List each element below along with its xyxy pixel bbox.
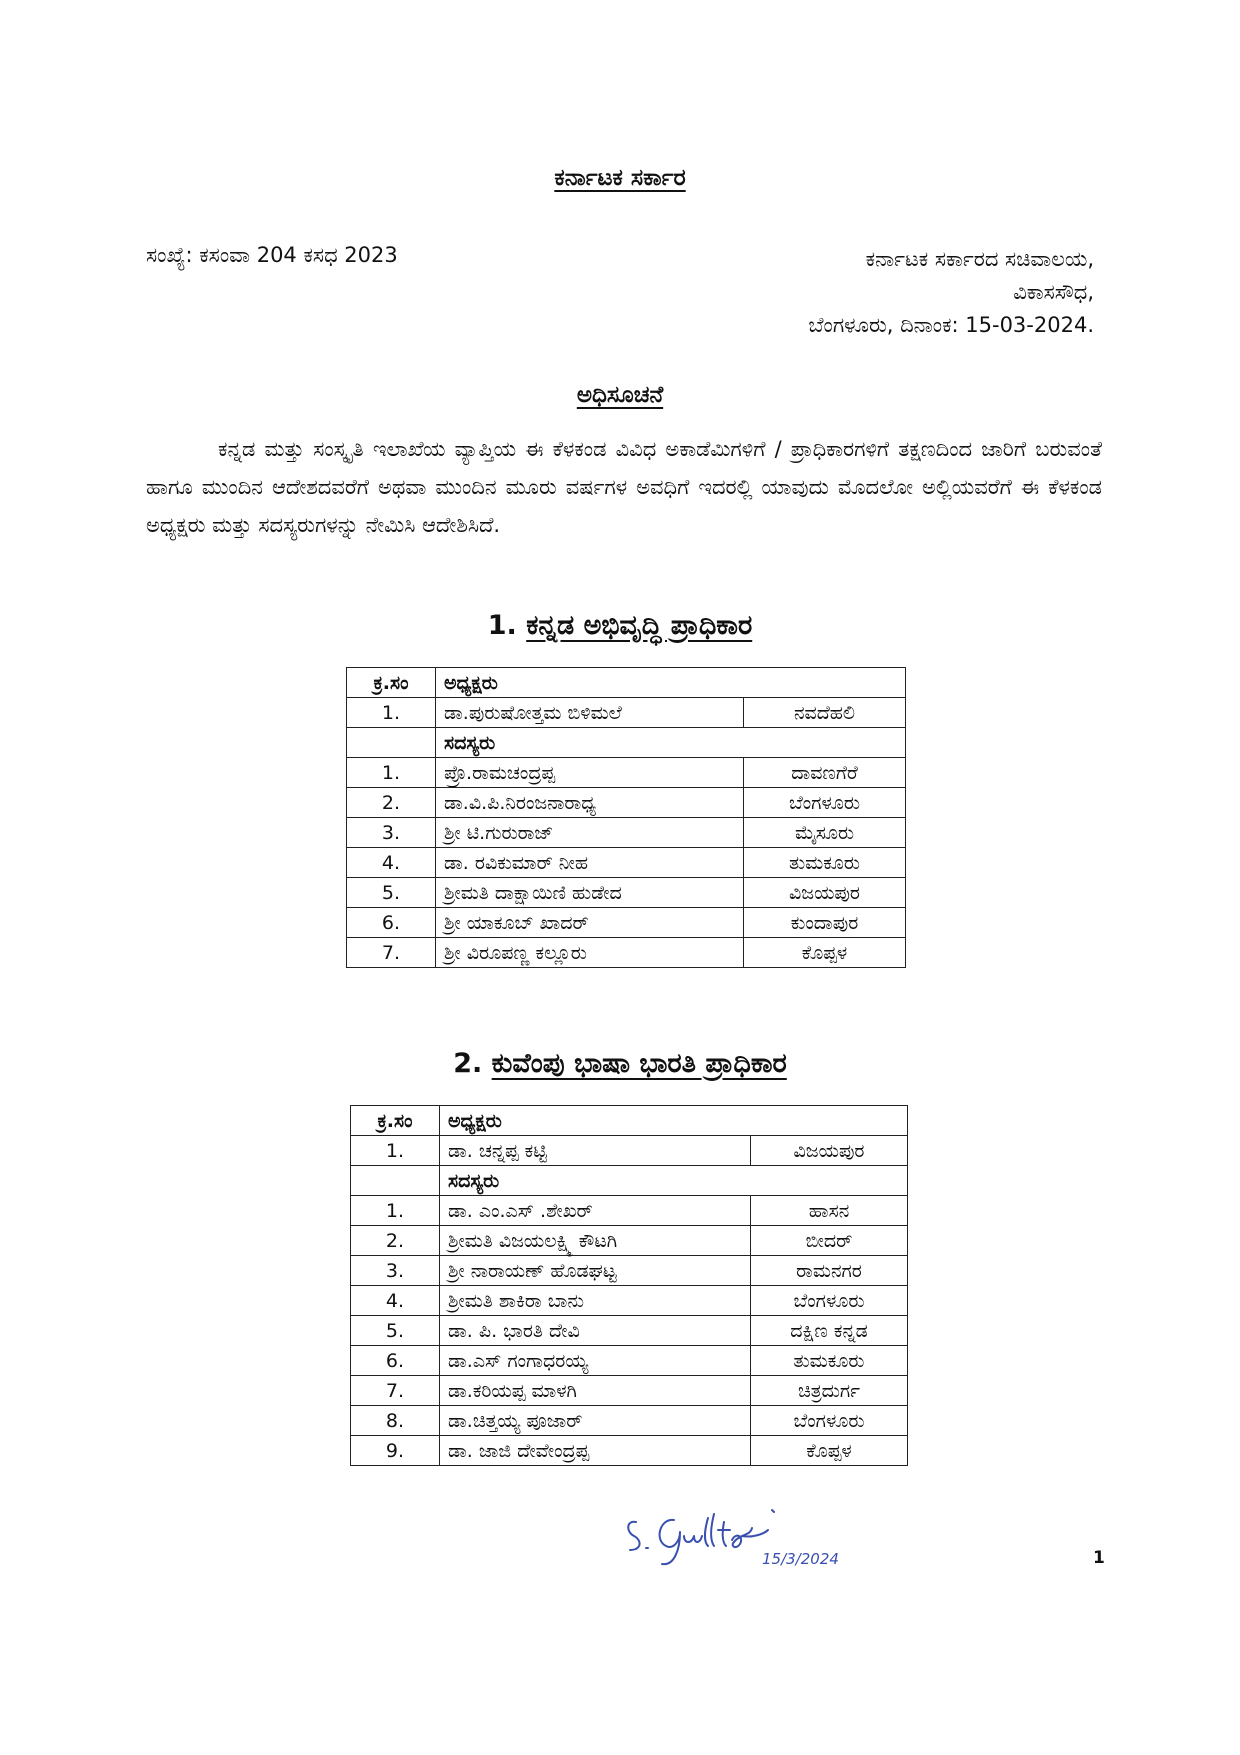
section-2-number: 2. xyxy=(453,1048,483,1079)
table-header-row xyxy=(351,1106,908,1136)
row-place: ತುಮಕೂರು xyxy=(751,1346,908,1376)
row-name: ಶ್ರೀ ನಾರಾಯಣ್ ಹೊಡಘಟ್ಟ xyxy=(440,1256,751,1286)
row-serial: 7. xyxy=(347,938,436,968)
row-place: ತುಮಕೂರು xyxy=(744,848,906,878)
row-serial: 6. xyxy=(347,908,436,938)
section-1-title: ಕನ್ನಡ ಅಭಿವೃದ್ಧಿ ಪ್ರಾಧಿಕಾರ xyxy=(526,610,753,641)
row-serial: 1. xyxy=(347,758,436,788)
address-line-3-date: ಬೆಂಗಳೂರು, ದಿನಾಂಕ: 15-03-2024. xyxy=(808,313,1094,337)
table-row xyxy=(351,1316,908,1346)
serial-header: ಕ್ರ.ಸಂ xyxy=(351,1106,440,1136)
row-name: ಶ್ರೀಮತಿ ದಾಕ್ಷಾಯಿಣಿ ಹುಡೇದ xyxy=(436,878,744,908)
row-name: ಶ್ರೀಮತಿ ಶಾಕಿರಾ ಬಾನು xyxy=(440,1286,751,1316)
table-header-row xyxy=(347,668,906,698)
row-serial: 7. xyxy=(351,1376,440,1406)
row-name: ಡಾ.ಕರಿಯಪ್ಪ ಮಾಳಗಿ xyxy=(440,1376,751,1406)
row-place: ಬೀದರ್ xyxy=(751,1226,908,1256)
row-name: ಡಾ.ವಿ.ಪಿ.ನಿರಂಜನಾರಾಧ್ಯ xyxy=(436,788,744,818)
row-name: ಡಾ. ಎಂ.ಎಸ್ .ಶೇಖರ್ xyxy=(440,1196,751,1226)
row-serial: 1. xyxy=(351,1136,440,1166)
row-place: ಕೊಪ್ಪಳ xyxy=(751,1436,908,1466)
table-row xyxy=(351,1436,908,1466)
row-name: ಡಾ. ಜಾಜಿ ದೇವೇಂದ್ರಪ್ಪ xyxy=(440,1436,751,1466)
section-1-number: 1. xyxy=(487,610,517,641)
row-serial: 1. xyxy=(347,698,436,728)
table-row xyxy=(351,1376,908,1406)
row-name: ಡಾ.ಎಸ್ ಗಂಗಾಧರಯ್ಯ xyxy=(440,1346,751,1376)
row-serial: 2. xyxy=(351,1226,440,1256)
row-serial: 3. xyxy=(347,818,436,848)
table-row xyxy=(351,1196,908,1226)
signature-date: 15/3/2024 xyxy=(762,1550,839,1568)
section-1-heading xyxy=(0,610,1240,642)
row-place: ರಾಮನಗರ xyxy=(751,1256,908,1286)
president-header: ಅಧ್ಯಕ್ಷರು xyxy=(436,668,906,698)
table-row xyxy=(347,788,906,818)
section-1-table xyxy=(346,667,906,968)
row-serial: 9. xyxy=(351,1436,440,1466)
section-2-table xyxy=(350,1105,908,1466)
table-row xyxy=(351,1226,908,1256)
row-serial: 8. xyxy=(351,1406,440,1436)
row-name: ಡಾ.ಪುರುಷೋತ್ತಮ ಬಿಳಿಮಲೆ xyxy=(436,698,744,728)
row-place: ನವದೆಹಲಿ xyxy=(744,698,906,728)
address-line-2: ವಿಕಾಸಸೌಧ, xyxy=(1013,280,1094,304)
president-row xyxy=(347,698,906,728)
page-number: 1 xyxy=(1093,1548,1105,1568)
row-place: ಬೆಂಗಳೂರು xyxy=(751,1406,908,1436)
row-place: ವಿಜಯಪುರ xyxy=(751,1136,908,1166)
row-name: ಶ್ರೀ ಯಾಕೂಬ್ ಖಾದರ್ xyxy=(436,908,744,938)
reference-number: ಸಂಖ್ಯೆ: ಕಸಂವಾ 204 ಕಸಧ 2023 xyxy=(146,243,398,267)
row-name: ಡಾ. ಪಿ. ಭಾರತಿ ದೇವಿ xyxy=(440,1316,751,1346)
row-place: ದಕ್ಷಿಣ ಕನ್ನಡ xyxy=(751,1316,908,1346)
table-row xyxy=(347,818,906,848)
table-row xyxy=(347,938,906,968)
government-title: ಕರ್ನಾಟಕ ಸರ್ಕಾರ xyxy=(554,165,686,191)
row-name: ಡಾ.ಚಿತ್ತಯ್ಯ ಪೂಜಾರ್ xyxy=(440,1406,751,1436)
table-row xyxy=(351,1346,908,1376)
serial-header: ಕ್ರ.ಸಂ xyxy=(347,668,436,698)
president-row xyxy=(351,1136,908,1166)
table-row xyxy=(347,878,906,908)
table-row xyxy=(347,908,906,938)
notification-title: ಅಧಿಸೂಚನೆ xyxy=(576,382,664,408)
row-name: ಡಾ. ರವಿಕುಮಾರ್ ನೀಹ xyxy=(436,848,744,878)
row-name: ಶ್ರೀ ಟಿ.ಗುರುರಾಜ್ xyxy=(436,818,744,848)
row-place: ಬೆಂಗಳೂರು xyxy=(751,1286,908,1316)
row-serial: 3. xyxy=(351,1256,440,1286)
row-place: ಬೆಂಗಳೂರು xyxy=(744,788,906,818)
row-place: ಕೊಪ್ಪಳ xyxy=(744,938,906,968)
row-serial: 5. xyxy=(347,878,436,908)
members-header-row xyxy=(351,1166,908,1196)
empty-cell xyxy=(351,1166,440,1196)
members-header: ಸದಸ್ಯರು xyxy=(436,728,906,758)
section-2-heading xyxy=(0,1048,1240,1080)
row-name: ಪ್ರೊ.ರಾಮಚಂದ್ರಪ್ಪ xyxy=(436,758,744,788)
address-line-1: ಕರ್ನಾಟಕ ಸರ್ಕಾರದ ಸಚಿವಾಲಯ, xyxy=(865,247,1094,271)
empty-cell xyxy=(347,728,436,758)
row-place: ಮೈಸೂರು xyxy=(744,818,906,848)
notification-body: ಕನ್ನಡ ಮತ್ತು ಸಂಸ್ಕೃತಿ ಇಲಾಖೆಯ ವ್ಯಾಪ್ತಿಯ ಈ ಕೆಳಕಂಡ ವಿವಿಧ ಅಕಾಡೆಮಿಗಳಿಗೆ / ಪ್ರಾಧಿಕಾರಗಳಿಗೆ ತಕ್ಷಣದಿಂದ ಜಾರಿಗೆ ಬರುವಂತೆ ಹಾಗೂ ಮುಂದಿನ ಆದೇಶದವರೆಗೆ ಅಥವಾ ಮುಂದಿನ ಮೂರು ವರ್ಷಗಳ ಅವಧಿಗೆ ಇದರಲ್ಲಿ ಯಾವುದು ಮೊದಲೋ ಅಲ್ಲಿಯವರೆಗೆ ಈ ಕೆಳಕಂಡ ಅಧ್ಯಕ್ಷರು ಮತ್ತು ಸದಸ್ಯರುಗಳನ್ನು ನೇಮಿಸಿ ಆದೇಶಿಸಿದೆ. xyxy=(146,437,1102,537)
row-serial: 5. xyxy=(351,1316,440,1346)
row-serial: 2. xyxy=(347,788,436,818)
row-place: ಚಿತ್ರದುರ್ಗ xyxy=(751,1376,908,1406)
row-serial: 1. xyxy=(351,1196,440,1226)
row-serial: 4. xyxy=(347,848,436,878)
row-serial: 4. xyxy=(351,1286,440,1316)
office-address xyxy=(808,243,1094,342)
row-name: ಡಾ. ಚನ್ನಪ್ಪ ಕಟ್ಟಿ xyxy=(440,1136,751,1166)
section-2-title: ಕುವೆಂಪು ಭಾಷಾ ಭಾರತಿ ಪ್ರಾಧಿಕಾರ xyxy=(491,1048,787,1079)
row-name: ಶ್ರೀ ವಿರೂಪಣ್ಣ ಕಲ್ಲೂರು xyxy=(436,938,744,968)
table-row xyxy=(347,758,906,788)
row-place: ಹಾಸನ xyxy=(751,1196,908,1226)
members-header: ಸದಸ್ಯರು xyxy=(440,1166,908,1196)
row-serial: 6. xyxy=(351,1346,440,1376)
row-place: ಕುಂದಾಪುರ xyxy=(744,908,906,938)
members-header-row xyxy=(347,728,906,758)
row-place: ವಿಜಯಪುರ xyxy=(744,878,906,908)
table-row xyxy=(351,1406,908,1436)
row-place: ದಾವಣಗೆರೆ xyxy=(744,758,906,788)
president-header: ಅಧ್ಯಕ್ಷರು xyxy=(440,1106,908,1136)
table-row xyxy=(351,1256,908,1286)
table-row xyxy=(347,848,906,878)
signature xyxy=(622,1500,842,1580)
table-row xyxy=(351,1286,908,1316)
row-name: ಶ್ರೀಮತಿ ವಿಜಯಲಕ್ಷ್ಮಿ ಕೌಟಗಿ xyxy=(440,1226,751,1256)
